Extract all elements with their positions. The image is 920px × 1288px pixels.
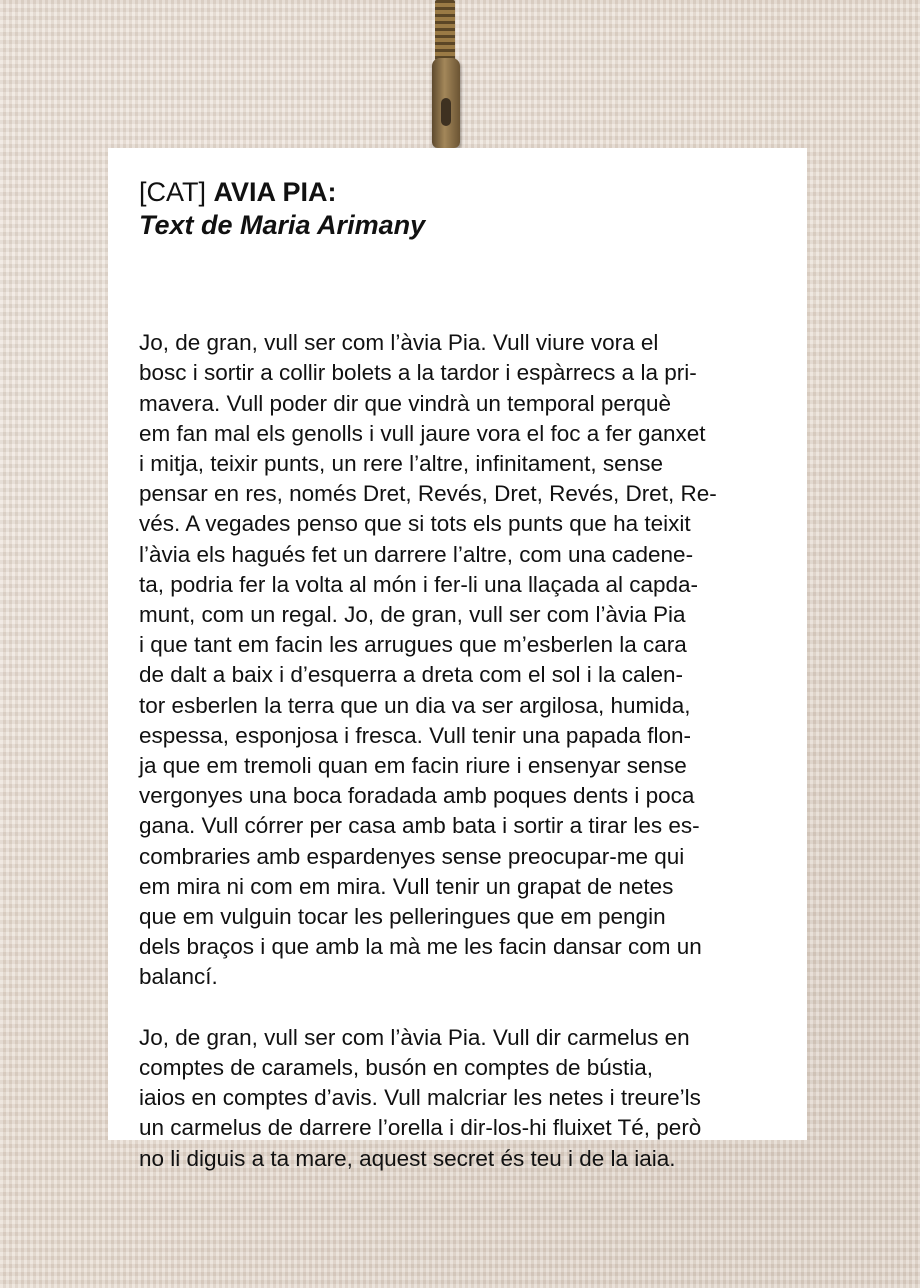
text-card <box>108 148 807 1171</box>
paragraph-1: Jo, de gran, vull ser com l’àvia Pia. Vull viure vora el bosc i sortir a collir bolets a la tardor i espàrrecs a la pri- mavera. Vull poder dir que vindrà un temporal perquè em fan mal els genolls i vull jaure vora el foc a fer ganxet i mitja, teixir punts, un rere l’altre, infinitament, sense pensar en res, només Dret, Revés, Dret, Revés, Dret, Re- vés. A vegades penso que si tots els punts que ha teixit l’àvia els hagués fet un darrere l’altre, com una cadene- ta, podria fer la volta al món i fer-li una llaçada al capda- munt, com un regal. Jo, de gran, vull ser com l’àvia Pia i que tant em facin les arrugues que m’esberlen la cara de dalt a baix i d’esquerra a dreta com el sol i la calen- tor esberlen la terra que un dia va ser argilosa, humida, espessa, esponjosa i fresca. Vull tenir una papada flon- ja que em tremoli quan em facin riure i ensenyar sense vergonyes una boca foradada amb poques dents i poca gana. Vull córrer per casa amb bata i sortir a tirar les es- combraries amb espardenyes sense preocupar-me qui em mira ni com em mira. Vull tenir un grapat de netes que em vulguin tocar les pelleringues que em pengin dels braços i que amb la mà me les facin dansar com un balancí. <box>139 330 717 990</box>
body-text <box>139 298 779 1204</box>
page-title: AVIA PIA: <box>213 177 337 207</box>
language-tag: [CAT] <box>139 177 206 207</box>
zipper-pull-hole <box>441 98 451 126</box>
title-block <box>139 176 777 242</box>
paragraph-2: Jo, de gran, vull ser com l’àvia Pia. Vull dir carmelus en comptes de caramels, busón en comptes de bústia, iaios en comptes d’avis. Vull malcriar les netes i treure’ls un carmelus de darrere l’orella i dir-los-hi fluixet Té, però no li diguis a ta mare, aquest secret és teu i de la iaia. <box>139 1024 702 1171</box>
zipper <box>423 0 469 150</box>
author-line: Text de Maria Arimany <box>139 210 426 240</box>
